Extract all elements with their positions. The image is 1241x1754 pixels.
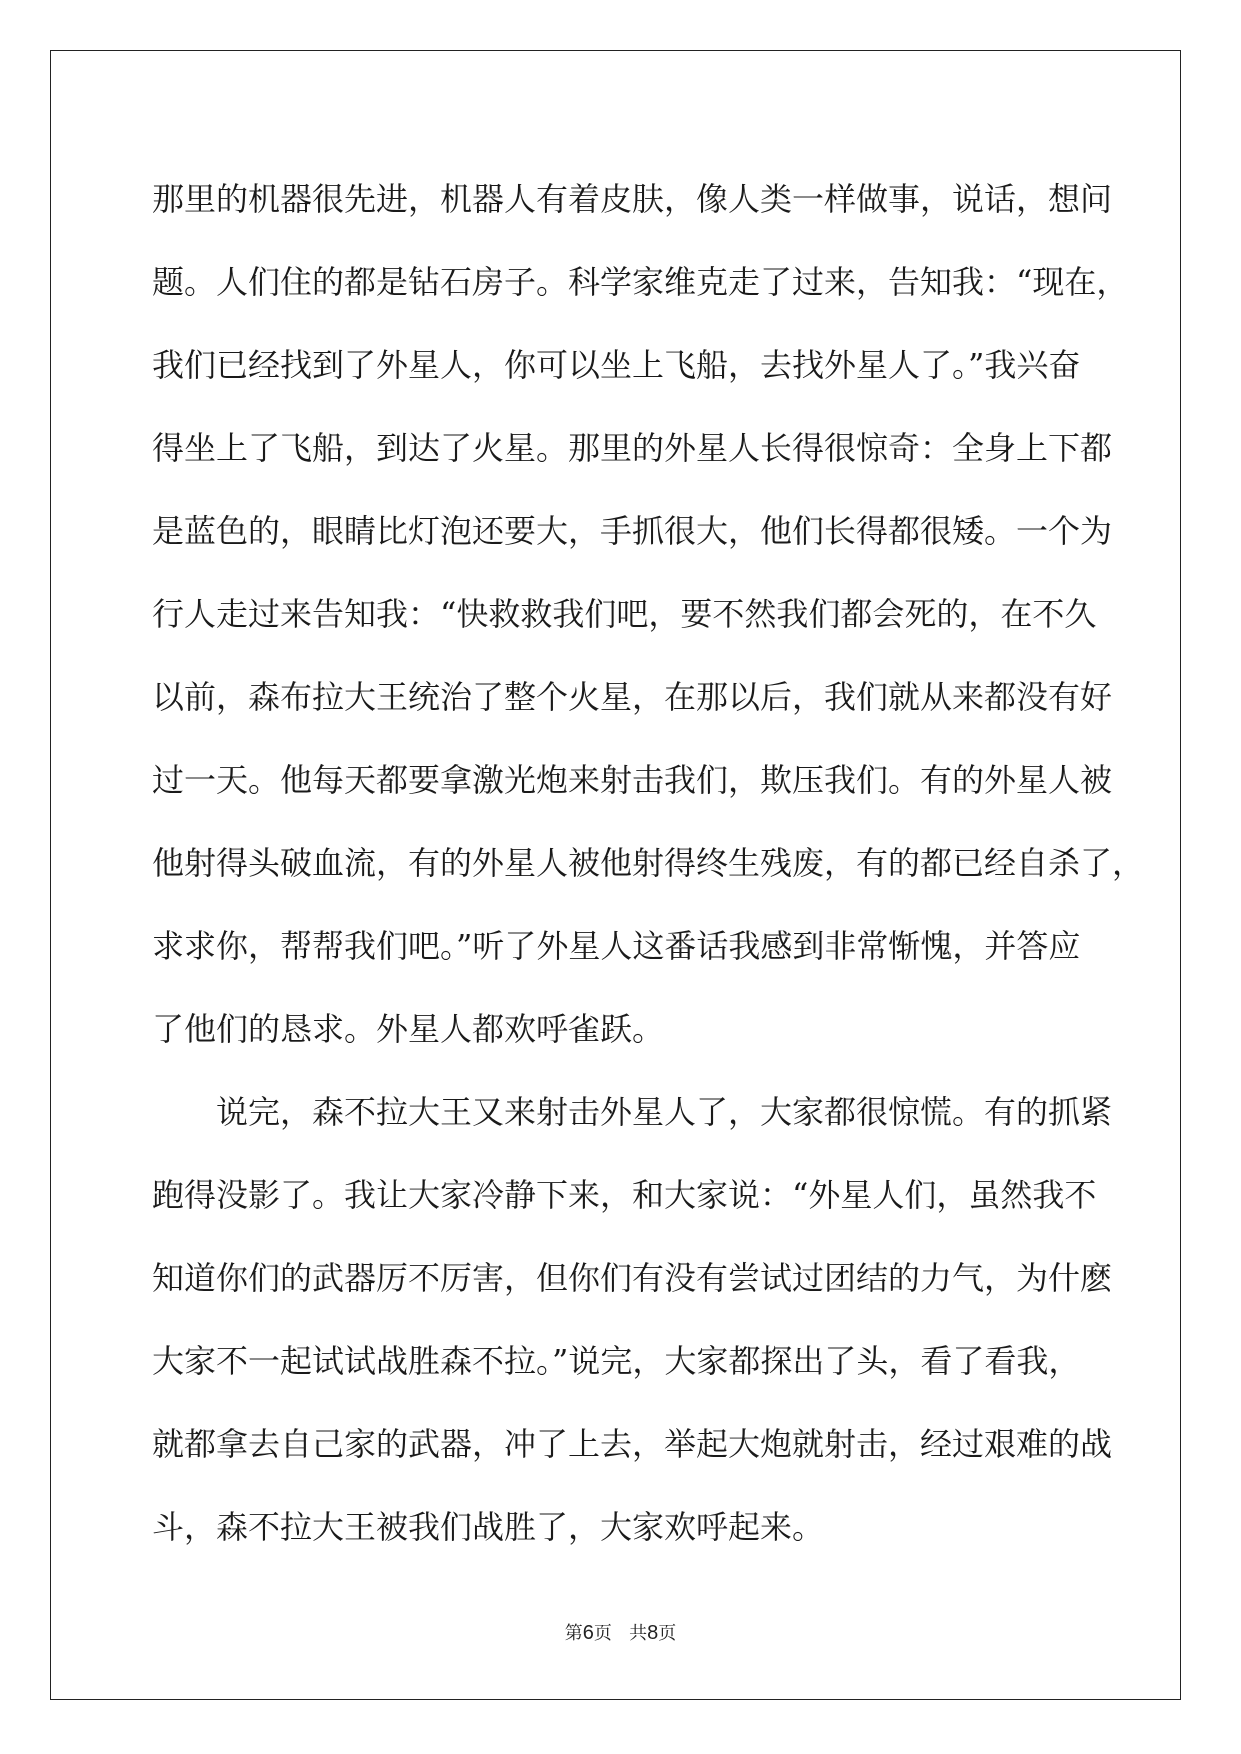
text-line: 我们已经找到了外星人，你可以坐上飞船，去找外星人了。”我兴奋: [152, 346, 1081, 384]
total-prefix: 共: [629, 1623, 648, 1644]
page-number: 6: [582, 1622, 594, 1644]
total-pages: 8: [647, 1622, 659, 1644]
text-line: 行人走过来告知我：“快救救我们吧，要不然我们都会死的，在不久: [152, 595, 1097, 633]
document-body: [152, 158, 1145, 1569]
text-line: 了他们的恳求。外星人都欢呼雀跃。: [152, 1010, 665, 1048]
text-line: 是蓝色的，眼睛比灯泡还要大，手抓很大，他们长得都很矮。一个为: [152, 512, 1113, 550]
total-suffix: 页: [658, 1623, 677, 1644]
text-line: 说完，森不拉大王又来射击外星人了，大家都很惊慌。有的抓紧: [216, 1093, 1113, 1131]
text-line: 斗，森不拉大王被我们战胜了，大家欢呼起来。: [152, 1508, 825, 1546]
page-footer: [0, 1619, 1241, 1645]
page-prefix: 第: [564, 1623, 583, 1644]
text-line: 过一天。他每天都要拿激光炮来射击我们，欺压我们。有的外星人被: [152, 761, 1113, 799]
text-line: 他射得头破血流，有的外星人被他射得终生残废，有的都已经自杀了，: [152, 844, 1145, 882]
text-line: 求求你，帮帮我们吧。”听了外星人这番话我感到非常惭愧，并答应: [152, 927, 1081, 965]
text-line: 大家不一起试试战胜森不拉。”说完，大家都探出了头，看了看我，: [152, 1342, 1081, 1380]
text-line: 就都拿去自己家的武器，冲了上去，举起大炮就射击，经过艰难的战: [152, 1425, 1113, 1463]
text-line: 跑得没影了。我让大家冷静下来，和大家说：“外星人们，虽然我不: [152, 1176, 1097, 1214]
page-suffix: 页: [593, 1623, 612, 1644]
text-line: 那里的机器很先进，机器人有着皮肤，像人类一样做事，说话，想问: [152, 180, 1113, 218]
text-line: 题。人们住的都是钻石房子。科学家维克走了过来，告知我：“现在，: [152, 263, 1129, 301]
text-line: 得坐上了飞船，到达了火星。那里的外星人长得很惊奇：全身上下都: [152, 429, 1113, 467]
text-line: 以前，森布拉大王统治了整个火星，在那以后，我们就从来都没有好: [152, 678, 1113, 716]
text-line: 知道你们的武器厉不厉害，但你们有没有尝试过团结的力气，为什麽: [152, 1259, 1113, 1297]
